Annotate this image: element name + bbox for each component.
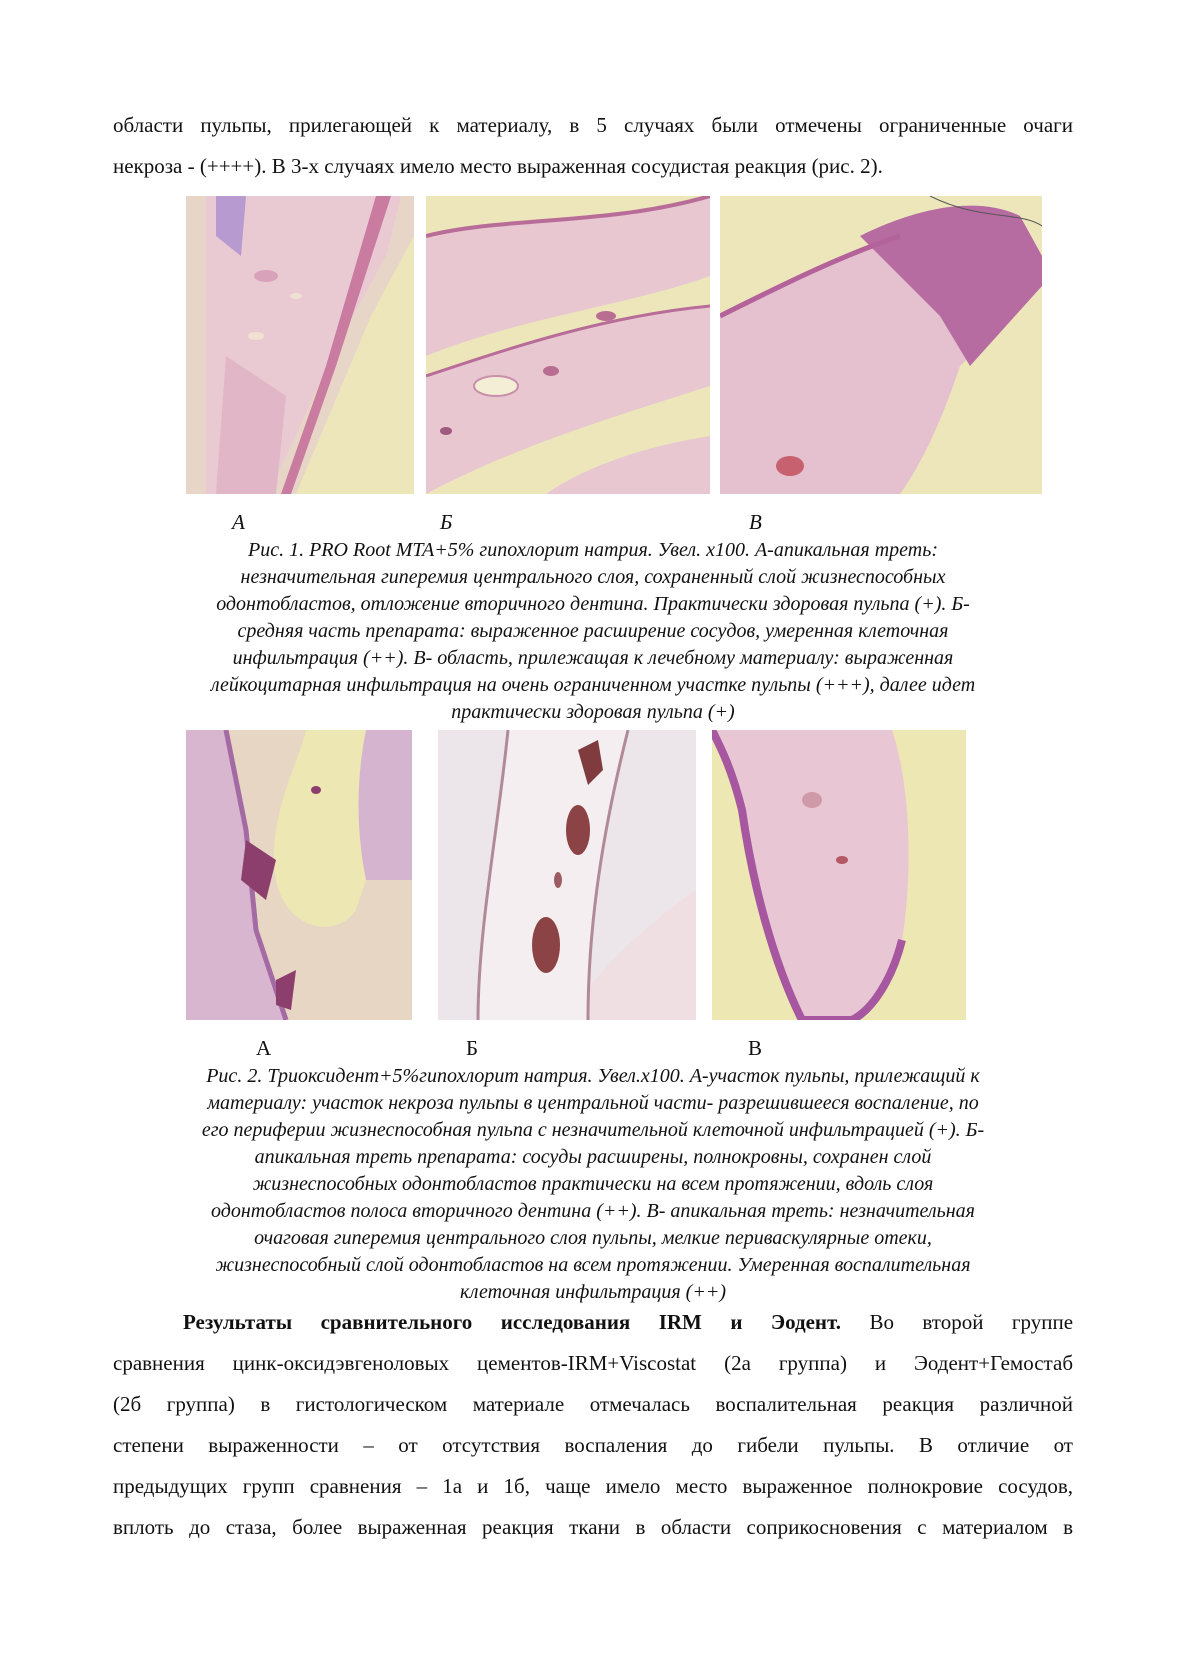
caption-line: лейкоцитарная инфильтрация на очень ограниченном участке пульпы (+++), далее идет <box>210 674 976 696</box>
figure2-label-a: А <box>256 1036 272 1060</box>
caption-line: материалу: участок некроза пульпы в центральной части- разрешившееся воспаление, по <box>207 1092 979 1114</box>
figure2-image-b <box>438 730 696 1020</box>
caption-line: одонтобластов, отложение вторичного дентина. Практически здоровая пульпа (+). Б- <box>216 593 970 615</box>
results-line: (2б группа) в гистологическом материале отмечалась воспалительная реакция различной <box>113 1392 1073 1416</box>
figure1-label-c: В <box>749 510 762 534</box>
figure1-image-b <box>426 196 710 494</box>
caption-line: апикальная треть препарата: сосуды расширены, полнокровны, сохранен слой <box>254 1146 932 1168</box>
results-first-line <box>113 1302 1073 1343</box>
caption-line: инфильтрация (++). В- область, прилежащая к лечебному материалу: выраженная <box>232 647 954 669</box>
figure2-label-b: Б <box>466 1036 479 1060</box>
caption-line: одонтобластов полоса вторичного дентина (++). В- апикальная треть: незначительная <box>211 1200 975 1222</box>
figure1-label-b: Б <box>440 510 453 534</box>
caption-line: Рис. 1. PRO Root MTA+5% гипохлорит натрия. Увел. х100. А-апикальная треть: <box>248 539 938 561</box>
caption-line: практически здоровая пульпа (+) <box>451 701 735 723</box>
results-first-line-text: Во второй группе <box>841 1310 1074 1334</box>
caption-line: жизнеспособный слой одонтобластов на всем протяжении. Умеренная воспалительная <box>215 1254 971 1276</box>
results-line: вплоть до стаза, более выраженная реакция ткани в области соприкосновения с материалом в <box>113 1515 1073 1539</box>
caption-line: Рис. 2. Триоксидент+5%гипохлорит натрия. Увел.х100. А-участок пульпы, прилежащий к <box>206 1065 980 1087</box>
caption-line: средняя часть препарата: выраженное расширение сосудов, умеренная клеточная <box>237 620 949 642</box>
results-line: сравнения цинк-оксидэвгеноловых цементов-IRM+Viscostat (2а группа) и Эодент+Гемостаб <box>113 1351 1073 1375</box>
figure1-label-a: А <box>232 510 245 534</box>
intro-paragraph <box>113 105 1073 187</box>
results-line: степени выраженности – от отсутствия воспаления до гибели пульпы. В отличие от <box>113 1433 1073 1457</box>
figure2-image-a <box>186 730 412 1020</box>
results-paragraph <box>113 1302 1073 1548</box>
caption-line: его периферии жизнеспособная пульпа с незначительной клеточной инфильтрацией (+). Б- <box>201 1119 985 1141</box>
intro-line: области пульпы, прилегающей к материалу, в 5 случаях были отмечены ограниченные очаги <box>113 113 1073 137</box>
caption-line: очаговая гиперемия центрального слоя пульпы, мелкие периваскулярные отеки, <box>254 1227 932 1249</box>
figure1-caption <box>118 537 1068 726</box>
figure1-image-c <box>720 196 1042 494</box>
figure2-label-c: В <box>748 1036 763 1060</box>
results-section-title: Результаты сравнительного исследования IRM и Эодент. <box>183 1310 842 1334</box>
intro-line: некроза - (++++). В 3-х случаях имело место выраженная сосудистая реакция (рис. 2). <box>113 154 883 178</box>
figure2-caption <box>118 1063 1068 1306</box>
caption-line: клеточная инфильтрация (++) <box>459 1281 726 1303</box>
figure1-image-a <box>186 196 414 494</box>
results-line: предыдущих групп сравнения – 1а и 1б, чаще имело место выраженное полнокровие сосудов, <box>113 1474 1073 1498</box>
caption-line: жизнеспособных одонтобластов практически на всем протяжении, вдоль слоя <box>252 1173 934 1195</box>
figure2-image-c <box>712 730 966 1020</box>
caption-line: незначительная гиперемия центрального слоя, сохраненный слой жизнеспособных <box>240 566 946 588</box>
